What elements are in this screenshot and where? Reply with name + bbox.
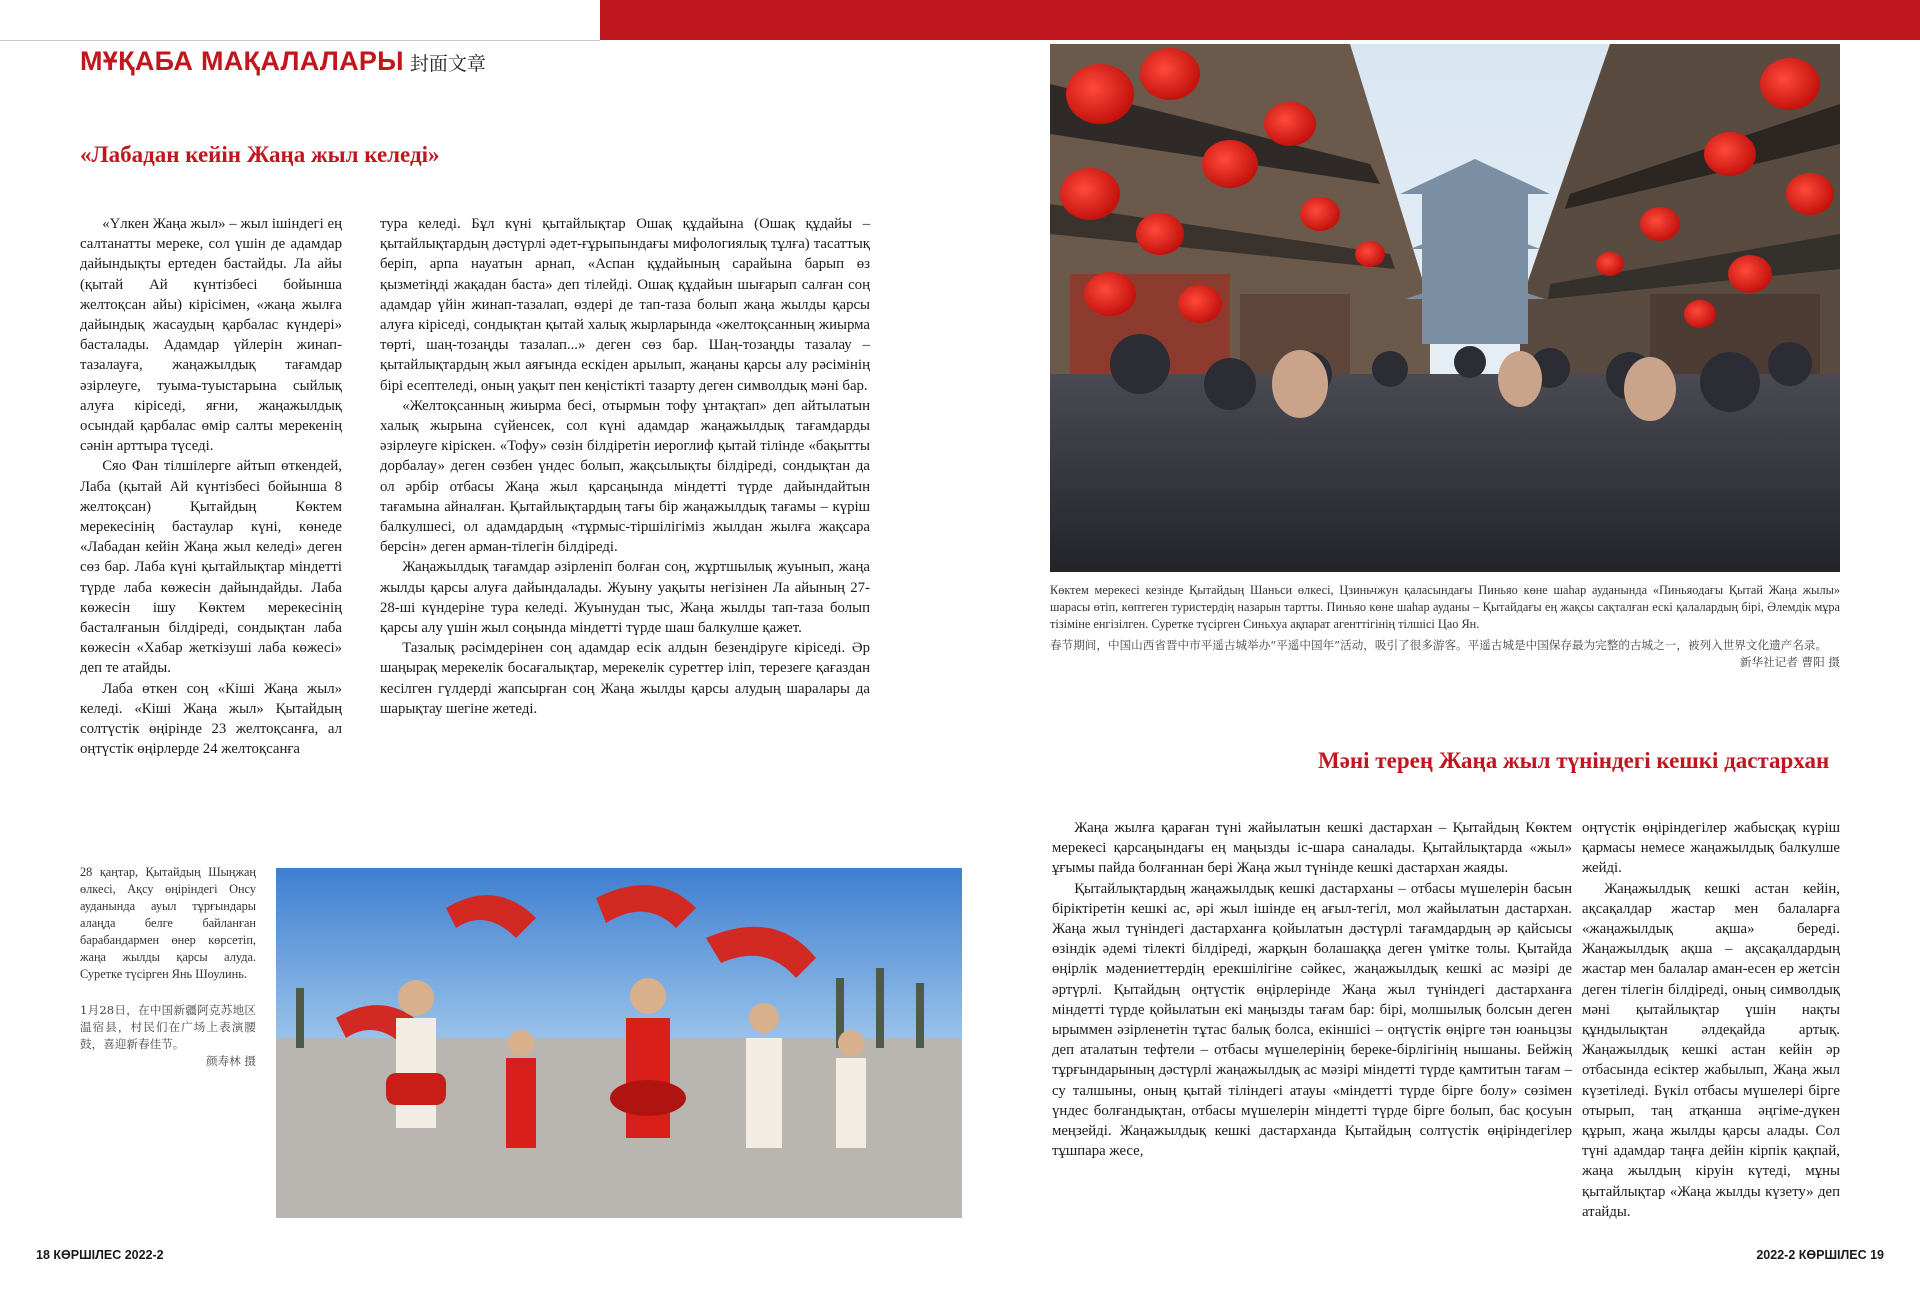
article1-column-2 [380,214,870,719]
article2-paragraph: оңтүстік өңіріндегілер жабысқақ күріш қармасы немесе жаңажылдық балкулше жейді. [1582,820,1840,877]
article1-paragraph: «Желтоқсанның жиырма бесі, отырмын тофу ұнтақтап» деп айтылатын халық жырына сүйенсек, сол күні адамдар жаңажылдық тағамдарды әзірлеуге кіріскен. «Тофу» сөзін білдіретін иероглиф қытай тілінде «бақытты дорбалау» деген сөзбен үндес болып, жақсылықты білдіреді, сондықтан да ол әрбір отбасы Жаңа жыл қарсаңында міндетті түрде дайындайтын тағамына айналған. Қытайлықтардың тағы бір жаңажылдық тағамы – күріш балкулшесі, ол адамдардың «тұрмыс-тіршілігіміз жылдан жылға жақсара берсін» деген арман-тілегін білдіреді. [380,397,870,556]
top-rule [0,40,600,41]
article2-paragraph: Жаңа жылға қараған түні жайылатын кешкі дастархан – Қытайдың Көктем мерекесі қарсаңындағы ең маңызды іс-шара саналады. Қытайлықтарда «жыл» ұғымы пайда болғаннан бері Жаңа жыл түнінде кешкі дастархан жаяды. [1052,820,1572,877]
top-accent-bar [600,0,1920,40]
page-number-left: 18 КӨРШІЛЕС 2022-2 [36,1248,164,1262]
dance-photo-caption-chinese [80,1002,256,1070]
article1-paragraph: Лаба өткен соң «Кіші Жаңа жыл» келеді. «Кіші Жаңа жыл» Қытайдың солтүстік өңірінде 23 желтоқсанға, ал оңтүстік өңірлерде 24 желтоқсанға [80,680,342,758]
article1-paragraph: «Үлкен Жаңа жыл» – жыл ішіндегі ең салтанатты мереке, сол үшін де адамдар дайындықты ертеден бастайды. Ла айы (қытай Ай күнтізбесі бойынша желтоқсан айы) кірісімен, «жаңа жылға дайындық жасаудың қарбалас күндері» басталады. Адамдар үйлерін жинап-тазалауға, жаңажылдық тағамдар әзірлеуге, туыма-туыстарына сыйлық алуға кіріседі, яғни, жаңажылдық осындай қарбалас өмір салты мерекенің сәнін арттыра түседі. [80,216,342,455]
street-photo-caption-chinese [1050,637,1840,671]
article2-column-2 [1582,818,1840,1222]
article2-paragraph: Қытайлықтардың жаңажылдық кешкі дастарханы – отбасы мүшелерін басын біріктіретін кешкі ас, әрі жыл ішінде ең ағыл-тегіл, мол жайылатын дастархан. Жаңа жыл түніндегі дастарханға қойылатын дәстүрлі тағамдардың әр қайсысы өзіндік әдемі тілекті білдіреді, жарқын болашаққа деген үмітке толы. Қытайда өңірлік мәдениеттердің ерекшілігіне сәйкес, жаңажылдық кешкі ас мәзірі де әртүрлі. Қытайдың оңтүстік өңірлерінде Жаңа жыл түніндегі дастарханға міндетті түрде қойылатын екі маңызды тағам бар: бірі, молшылық болсын деген ырыммен әзірленетін тұтас балық болса, екіншісі – оңтүстік өңірге тән юаньцзы деп аталатын тефтели – отбасы мүшелерінің береке-бірлігінің нышаны. Бейжің тұрғындарының дәстүрлі жаңажылдық ас мәзірі міндетті түрде қамтитын тағам – су талшыны, оның қытай тіліндегі атауы «міндетті түрде бірге болу» сөзімен үндес болғандықтан, отбасы мүшелерін міндетті түрде бірге болып, бас қосуын меңзейді. Жаңажылдық кешкі дастарханда Қытайдың солтүстік өңіріндегілер тұшпара жесе, [1052,880,1572,1160]
dance-photo-credit: 颜寿林 摄 [205,1054,256,1068]
article2-column-1 [1052,818,1572,1161]
street-photo-credit: 新华社记者 曹阳 摄 [1739,655,1840,669]
section-title-kazakh: МҰҚАБА МАҚАЛАЛАРЫ [80,46,404,76]
street-photo-caption-kazakh: Көктем мерекесі кезінде Қытайдың Шаньси өлкесі, Цзиньчжун қаласындағы Пиньяо көне шаһар ауданында «Пиньяодағы Қытай Жаңа жылы» шарасы өтіп, көптеген туристердің назарын тартты. Пиньяо көне шаһар ауданы – Қытайдағы ең жақсы сақталған ескі қалалардың бірі, Әлемдік мұра тізіміне енгізілген. Суретке түсірген Синьхуа ақпарат агенттігінің тілшісі Цао Ян. [1050,583,1840,631]
article2-paragraph: Жаңажылдық кешкі астан кейін, ақсақалдар жастар мен балаларға «жаңажылдық ақша» береді. Жаңажылдық ақша – ақсақалдардың жастар мен балалар аман-есен ер жетсін деген тілегін білдіреді, оның символдық мәні қытайлықтар үшін нақты құндылықтан әлдеқайда артық. Жаңажылдық кешкі астан кейін әр отбасында есіктер жабылып, Жаңа жыл күзетіледі. Бүкіл отбасы мүшелері бірге отырып, таң атқанша әңгіме-дүкен құрып, жаңа жылды қарсы алады. Сол түні адамдар таңға дейін кірпік қақпай, жаңа жылдың кіруін күтеді, мұны қытайлықтар «Жаңа жылды күзету» деп атайды. [1582,880,1840,1220]
page-number-right: 2022-2 КӨРШІЛЕС 19 [1756,1248,1884,1262]
article1-column-1 [80,214,342,759]
street-photo-caption-chinese-text: 春节期间，中国山西省晋中市平遥古城举办“平遥中国年”活动，吸引了很多游客。平遥古城是中国保存最为完整的古城之一，被列入世界文化遗产名录。 [1050,638,1828,652]
dance-photo-caption-chinese-text: 1月28日，在中国新疆阿克苏地区温宿县，村民们在广场上表演腰鼓，喜迎新春佳节。 [80,1003,256,1051]
article2-headline: Мәні терең Жаңа жыл түніндегі кешкі дастархан [1318,748,1830,773]
article1-paragraph: Тазалық рәсімдерінен соң адамдар есік алдын безендіруге кіріседі. Әр шаңырақ мерекелік босағалықтар, мерекелік суреттер іліп, терезеге қағаздан кесілген гүлдерді жапсырған соң Жаңа жылды қарсы алудың шаралары да шарықтау шегіне жетеді. [380,640,870,717]
article1-headline: «Лабадан кейін Жаңа жыл келеді» [80,142,440,167]
article1-paragraph: тура келеді. Бұл күні қытайлықтар Ошақ құдайына (Ошақ құдайы – қытайлықтардың дәстүрлі әдет-ғұрыпындағы мифологиялық тұлға) тасаттық беріп, арпа науатын арнап, «Аспан құдайының сарайына барып өз қызметіңді жақадан баста» деп тілейді. Ошақ құдайын шығарып салған соң адамдар үйін жинап-тазалап, өздері де тап-таза болып жаңа жылды қарсы алуға кіріседі, сондықтан қытай халық жырларында «желтоқсанның жиырма төрті, шаң-тозаңды тазалап...» деген сөз бар. Шаң-тозаңды тазалау – қытайлықтардың жыл аяғында ескіден арылып, жаңаны қарсы алу рәсімінің бірі есептеледі, оның уақыт пен кеңістікті тазарту деген символдық мәні бар. [380,216,870,394]
article1-paragraph: Сяо Фан тілшілерге айтып өткендей, Лаба (қытай Ай күнтізбесі бойынша 8 желтоқсан) Қытайдың Көктем мерекесінің бастаулар күні, көнеде «Лабадан кейін Жаңа жыл келеді» деген сөз бар. Лаба күні қытайлықтар міндетті түрде лаба көжесін дайындайды. Лаба көжесін ішу Көктем мерекесінің басталғанын білдіреді, сондықтан лаба көжесін «Хабар жеткізуші лаба көжесі» деп те атайды. [80,458,342,677]
drum-dance-photo [276,868,962,1218]
street-lanterns-photo [1050,44,1840,572]
article1-paragraph: Жаңажылдық тағамдар әзірленіп болған соң, жұртшылық жуынып, жаңа жылды қарсы алуға дайындалады. Жуыну уақыты негізінен Ла айының 27-28-ші күндеріне тура келеді. Жуынудан тыс, Жаңа жылды тап-таза болып қарсы алу үшін жыл соңында міндетті түрде шаш балкулше қажет. [380,559,870,637]
dance-photo-caption-kazakh: 28 қаңтар, Қытайдың Шыңжаң өлкесі, Ақсу өңіріндегі Онсу ауданында ауыл тұрғындары алаңда белге байланған барабандармен өнер көрсетіп, жаңа жылды қарсы алуда. Суретке түсірген Янь Шоулинь. [80,865,256,981]
section-header [80,46,486,77]
section-title-chinese: 封面文章 [409,53,486,75]
